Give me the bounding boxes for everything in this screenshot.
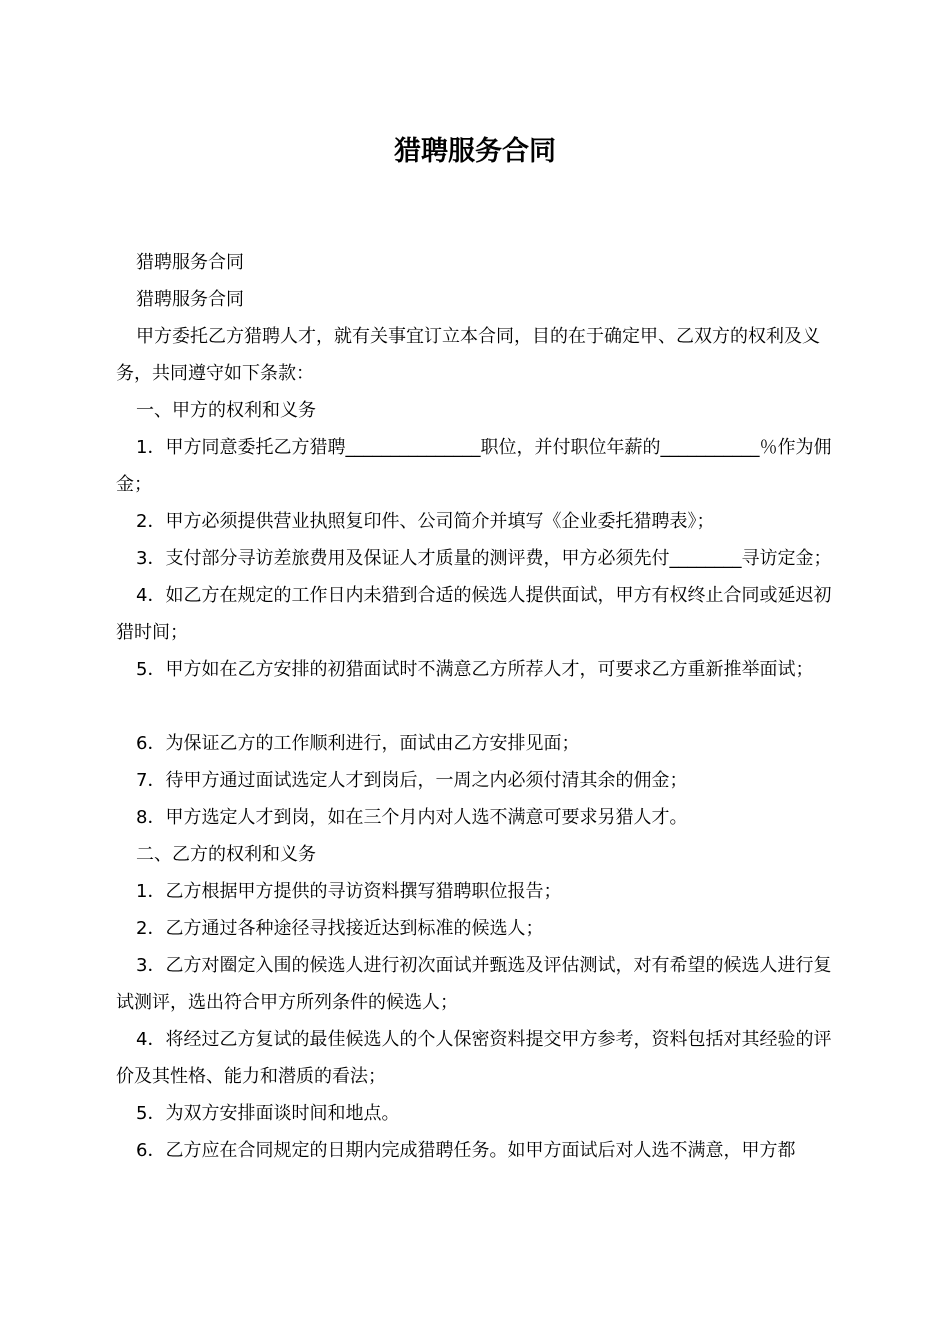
paragraph: 6．为保证乙方的工作顺利进行，面试由乙方安排见面； bbox=[136, 733, 580, 754]
paragraph: 4．将经过乙方复试的最佳候选人的个人保密资料提交甲方参考，资料包括对其经验的评价及其性格、能力和潜质的看法； bbox=[116, 1029, 832, 1087]
paragraph: 1．甲方同意委托乙方猎聘_______________职位，并付职位年薪的___________％作为佣金； bbox=[116, 437, 832, 495]
paragraph: 6．乙方应在合同规定的日期内完成猎聘任务。如甲方面试后对人选不满意，甲方都 bbox=[136, 1140, 796, 1161]
section-heading: 一、甲方的权利和义务 bbox=[136, 400, 316, 421]
paragraph: 2．甲方必须提供营业执照复印件、公司简介并填写《企业委托猎聘表》； bbox=[136, 511, 715, 532]
blank-line bbox=[116, 688, 840, 725]
page-title: 猎聘服务合同 bbox=[394, 136, 556, 167]
paragraph: 5．为双方安排面谈时间和地点。 bbox=[136, 1103, 400, 1124]
paragraph: 3．支付部分寻访差旅费用及保证人才质量的测评费，甲方必须先付________寻访定金； bbox=[136, 548, 832, 569]
paragraph: 猎聘服务合同 bbox=[136, 252, 244, 273]
section-heading: 二、乙方的权利和义务 bbox=[136, 844, 316, 865]
paragraph: 1．乙方根据甲方提供的寻访资料撰写猎聘职位报告； bbox=[136, 881, 562, 902]
paragraph: 2．乙方通过各种途径寻找接近达到标准的候选人； bbox=[136, 918, 544, 939]
document-body bbox=[116, 244, 840, 1169]
paragraph: 5．甲方如在乙方安排的初猎面试时不满意乙方所荐人才，可要求乙方重新推举面试； bbox=[136, 659, 814, 680]
paragraph: 4．如乙方在规定的工作日内未猎到合适的候选人提供面试，甲方有权终止合同或延迟初猎时间； bbox=[116, 585, 832, 643]
paragraph: 3．乙方对圈定入围的候选人进行初次面试并甄选及评估测试，对有希望的候选人进行复试测评，选出符合甲方所列条件的候选人； bbox=[116, 955, 832, 1013]
paragraph: 7．待甲方通过面试选定人才到岗后，一周之内必须付清其余的佣金； bbox=[136, 770, 688, 791]
paragraph: 甲方委托乙方猎聘人才，就有关事宜订立本合同，目的在于确定甲、乙双方的权利及义务，共同遵守如下条款： bbox=[116, 326, 820, 384]
paragraph: 8．甲方选定人才到岗，如在三个月内对人选不满意可要求另猎人才。 bbox=[136, 807, 688, 828]
paragraph: 猎聘服务合同 bbox=[136, 289, 244, 310]
